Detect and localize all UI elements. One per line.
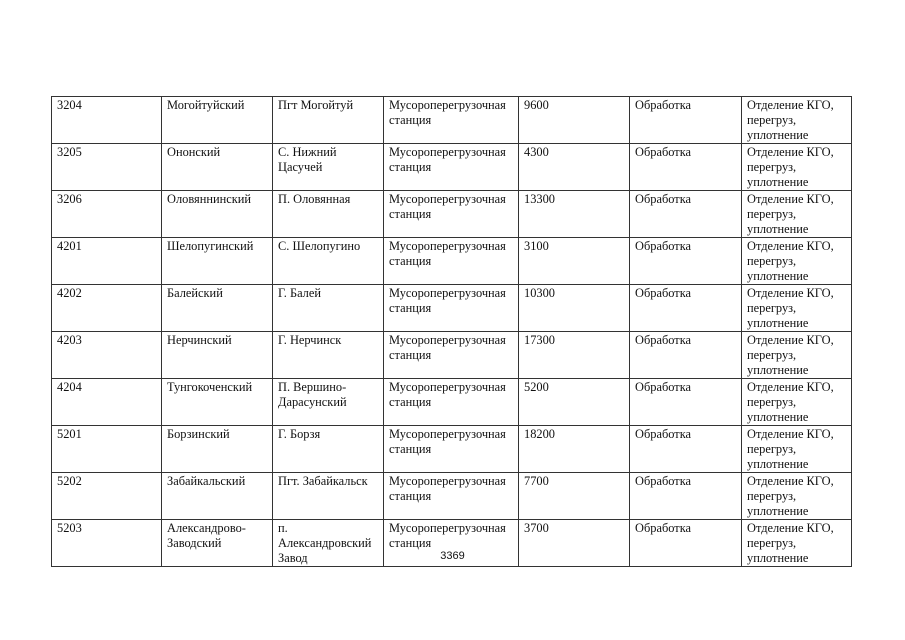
cell-district: Могойтуйский (162, 97, 273, 144)
cell-code: 3204 (52, 97, 162, 144)
table-row (52, 332, 852, 379)
cell-activity-type: Обработка (630, 191, 742, 238)
cell-capacity: 17300 (519, 332, 630, 379)
cell-capacity: 7700 (519, 473, 630, 520)
cell-code: 4203 (52, 332, 162, 379)
facilities-table (51, 96, 852, 567)
cell-locality: Г. Нерчинск (273, 332, 384, 379)
cell-code: 3205 (52, 144, 162, 191)
cell-operations: Отделение КГО, перегруз, уплотнение (742, 97, 852, 144)
cell-locality: С. Нижний Цасучей (273, 144, 384, 191)
table-body (52, 97, 852, 567)
cell-operations: Отделение КГО, перегруз, уплотнение (742, 426, 852, 473)
cell-locality: п. Александровский Завод (273, 520, 384, 567)
cell-code: 5203 (52, 520, 162, 567)
cell-locality: С. Шелопугино (273, 238, 384, 285)
cell-district: Нерчинский (162, 332, 273, 379)
cell-activity-type: Обработка (630, 426, 742, 473)
cell-operations: Отделение КГО, перегруз, уплотнение (742, 332, 852, 379)
cell-capacity: 13300 (519, 191, 630, 238)
cell-code: 5201 (52, 426, 162, 473)
cell-activity-type: Обработка (630, 379, 742, 426)
cell-district: Забайкальский (162, 473, 273, 520)
cell-capacity: 3100 (519, 238, 630, 285)
cell-district: Оловяннинский (162, 191, 273, 238)
cell-operations: Отделение КГО, перегруз, уплотнение (742, 473, 852, 520)
table-row (52, 144, 852, 191)
cell-object-type: Мусороперегрузочная станция (384, 520, 519, 567)
cell-locality: Пгт. Забайкальск (273, 473, 384, 520)
table-row (52, 285, 852, 332)
cell-activity-type: Обработка (630, 238, 742, 285)
cell-capacity: 5200 (519, 379, 630, 426)
cell-locality: П. Оловянная (273, 191, 384, 238)
cell-activity-type: Обработка (630, 285, 742, 332)
cell-activity-type: Обработка (630, 473, 742, 520)
cell-operations: Отделение КГО, перегруз, уплотнение (742, 238, 852, 285)
cell-activity-type: Обработка (630, 97, 742, 144)
cell-code: 4202 (52, 285, 162, 332)
cell-operations: Отделение КГО, перегруз, уплотнение (742, 285, 852, 332)
cell-activity-type: Обработка (630, 520, 742, 567)
cell-district: Балейский (162, 285, 273, 332)
cell-district: Ононский (162, 144, 273, 191)
cell-object-type: Мусороперегрузочная станция (384, 285, 519, 332)
cell-locality: Г. Балей (273, 285, 384, 332)
cell-activity-type: Обработка (630, 332, 742, 379)
cell-capacity: 9600 (519, 97, 630, 144)
table-row (52, 97, 852, 144)
cell-locality: Г. Борзя (273, 426, 384, 473)
cell-object-type: Мусороперегрузочная станция (384, 97, 519, 144)
cell-object-type: Мусороперегрузочная станция (384, 379, 519, 426)
cell-district: Александрово-Заводский (162, 520, 273, 567)
table-row (52, 238, 852, 285)
cell-district: Тунгокоченский (162, 379, 273, 426)
cell-code: 3206 (52, 191, 162, 238)
cell-capacity: 4300 (519, 144, 630, 191)
cell-object-type: Мусороперегрузочная станция (384, 191, 519, 238)
cell-locality: П. Вершино-Дарасунский (273, 379, 384, 426)
cell-code: 4201 (52, 238, 162, 285)
cell-capacity: 3700 (519, 520, 630, 567)
cell-object-type: Мусороперегрузочная станция (384, 332, 519, 379)
page-number: 3369 (440, 550, 465, 562)
cell-code: 5202 (52, 473, 162, 520)
table-row (52, 191, 852, 238)
cell-operations: Отделение КГО, перегруз, уплотнение (742, 520, 852, 567)
cell-object-type: Мусороперегрузочная станция (384, 238, 519, 285)
cell-locality: Пгт Могойтуй (273, 97, 384, 144)
cell-object-type: Мусороперегрузочная станция (384, 473, 519, 520)
cell-operations: Отделение КГО, перегруз, уплотнение (742, 144, 852, 191)
cell-operations: Отделение КГО, перегруз, уплотнение (742, 191, 852, 238)
cell-district: Шелопугинский (162, 238, 273, 285)
cell-object-type: Мусороперегрузочная станция (384, 144, 519, 191)
cell-code: 4204 (52, 379, 162, 426)
table-row (52, 473, 852, 520)
table-row (52, 426, 852, 473)
table-row (52, 379, 852, 426)
cell-capacity: 18200 (519, 426, 630, 473)
cell-operations: Отделение КГО, перегруз, уплотнение (742, 379, 852, 426)
cell-capacity: 10300 (519, 285, 630, 332)
cell-district: Борзинский (162, 426, 273, 473)
cell-activity-type: Обработка (630, 144, 742, 191)
cell-object-type: Мусороперегрузочная станция (384, 426, 519, 473)
